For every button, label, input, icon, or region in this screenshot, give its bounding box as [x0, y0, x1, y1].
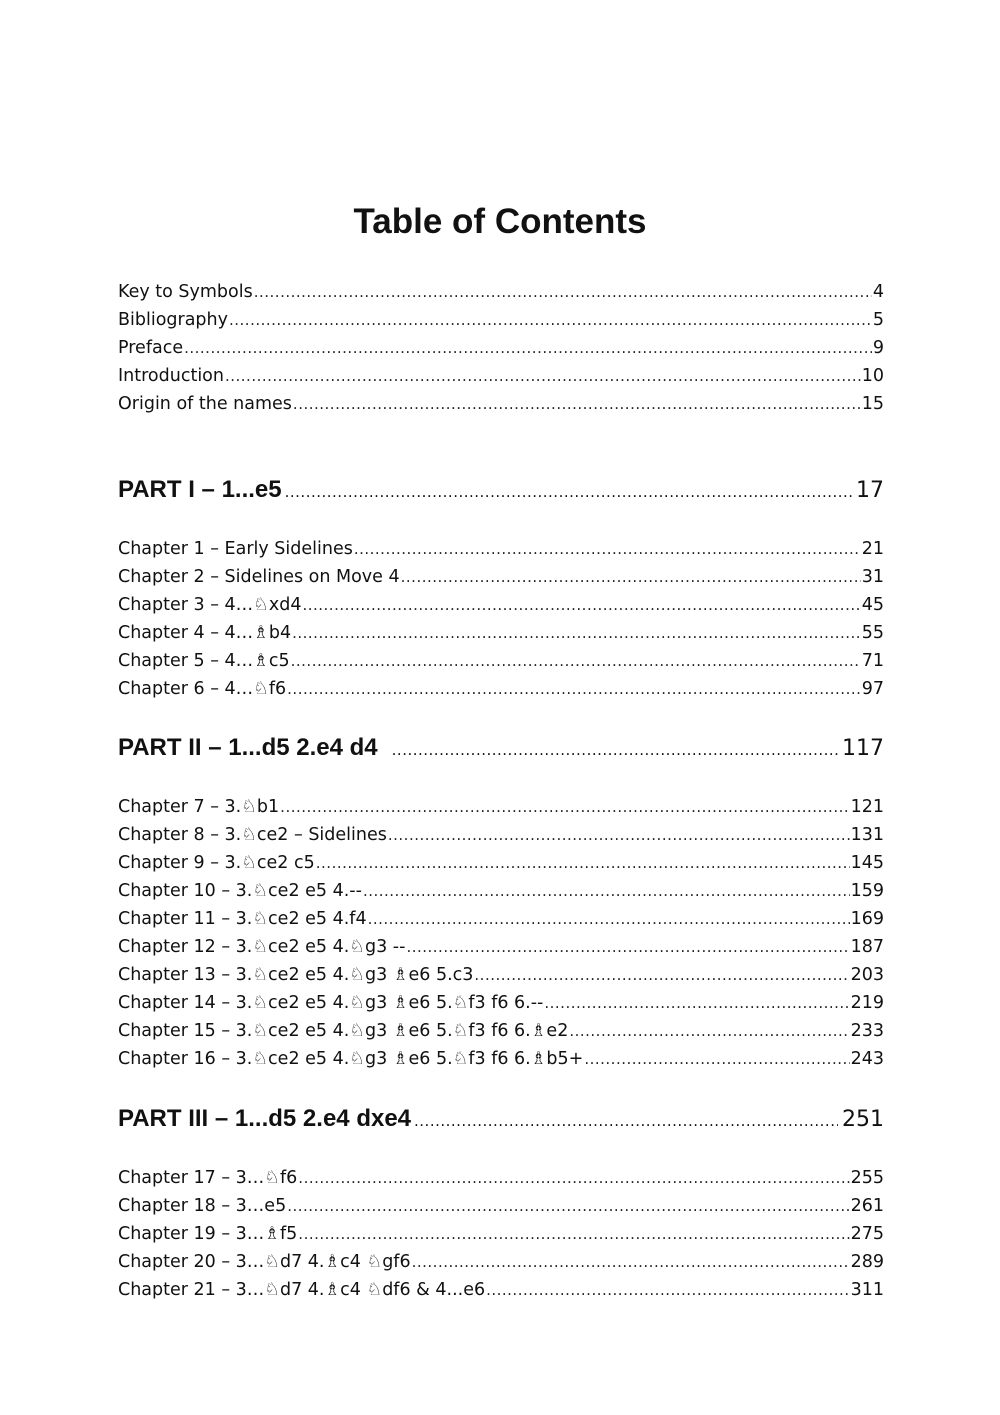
leader-dots: [280, 798, 849, 816]
toc-entry[interactable]: [118, 539, 884, 567]
toc-entry[interactable]: [118, 651, 884, 679]
entry-page: 219: [850, 993, 884, 1013]
part-1-chapters: [118, 539, 884, 707]
leader-dots: [584, 1050, 849, 1068]
toc-entry[interactable]: [118, 1168, 884, 1196]
entry-label: Chapter 4 – 4…♗b4: [118, 623, 292, 643]
front-matter-list: [118, 282, 884, 422]
entry-label: Chapter 7 – 3.♘b1: [118, 797, 280, 817]
part-3-chapters: [118, 1168, 884, 1308]
entry-page: 289: [850, 1252, 884, 1272]
entry-label: Chapter 14 – 3.♘ce2 e5 4.♘g3 ♗e6 5.♘f3 f6 6.--: [118, 993, 544, 1013]
entry-label: Chapter 17 – 3…♘f6: [118, 1168, 298, 1188]
entry-page: 159: [850, 881, 884, 901]
entry-page: 97: [861, 679, 884, 699]
leader-dots: [291, 652, 861, 670]
leader-dots: [287, 1197, 849, 1215]
leader-dots: [474, 966, 849, 984]
toc-entry[interactable]: [118, 1196, 884, 1224]
entry-label: Bibliography: [118, 310, 228, 330]
toc-entry[interactable]: [118, 394, 884, 422]
part-title: PART II – 1...d5 2.e4 d4: [118, 734, 378, 761]
part-title: PART III – 1...d5 2.e4 dxe4: [118, 1105, 412, 1132]
entry-label: Key to Symbols: [118, 282, 253, 302]
entry-label: Preface: [118, 338, 184, 358]
leader-dots: [285, 483, 852, 501]
part-page: 251: [842, 1107, 884, 1132]
toc-entry[interactable]: [118, 338, 884, 366]
toc-entry[interactable]: [118, 1252, 884, 1280]
leader-dots: [298, 1225, 849, 1243]
entry-label: Chapter 11 – 3.♘ce2 e5 4.f4: [118, 909, 367, 929]
entry-page: 203: [850, 965, 884, 985]
entry-page: 145: [850, 853, 884, 873]
leader-dots: [293, 395, 861, 413]
leader-dots: [316, 854, 850, 872]
leader-dots: [544, 994, 849, 1012]
leader-dots: [229, 311, 872, 329]
leader-dots: [254, 283, 872, 301]
entry-label: Chapter 21 – 3…♘d7 4.♗c4 ♘df6 & 4...e6: [118, 1280, 486, 1300]
toc-entry[interactable]: [118, 825, 884, 853]
toc-entry[interactable]: [118, 567, 884, 595]
toc-entry[interactable]: [118, 937, 884, 965]
entry-page: 31: [861, 567, 884, 587]
toc-entry[interactable]: [118, 965, 884, 993]
entry-page: 233: [850, 1021, 884, 1041]
entry-label: Chapter 16 – 3.♘ce2 e5 4.♘g3 ♗e6 5.♘f3 f6 6.♗b5+: [118, 1049, 584, 1069]
entry-page: 275: [850, 1224, 884, 1244]
toc-entry[interactable]: [118, 993, 884, 1021]
entry-label: Chapter 2 – Sidelines on Move 4: [118, 567, 400, 587]
leader-dots: [486, 1281, 850, 1299]
entry-page: 4: [872, 282, 884, 302]
entry-page: 169: [850, 909, 884, 929]
leader-dots: [406, 938, 849, 956]
leader-dots: [363, 882, 850, 900]
toc-entry[interactable]: [118, 595, 884, 623]
entry-page: 45: [861, 595, 884, 615]
entry-page: 55: [861, 623, 884, 643]
part-heading[interactable]: [118, 476, 884, 516]
toc-entry[interactable]: [118, 797, 884, 825]
entry-label: Chapter 18 – 3…e5: [118, 1196, 287, 1216]
leader-dots: [184, 339, 872, 357]
entry-label: Chapter 10 – 3.♘ce2 e5 4.--: [118, 881, 362, 901]
entry-page: 261: [850, 1196, 884, 1216]
part-page: 17: [856, 478, 884, 503]
entry-label: Origin of the names: [118, 394, 292, 414]
entry-label: Chapter 8 – 3.♘ce2 – Sidelines: [118, 825, 387, 845]
entry-label: Chapter 6 – 4…♘f6: [118, 679, 287, 699]
leader-dots: [392, 741, 838, 759]
leader-dots: [354, 540, 861, 558]
leader-dots: [225, 367, 861, 385]
toc-entry[interactable]: [118, 881, 884, 909]
part-2-chapters: [118, 797, 884, 1077]
entry-label: Introduction: [118, 366, 224, 386]
leader-dots: [292, 624, 861, 642]
entry-label: Chapter 12 – 3.♘ce2 e5 4.♘g3 --: [118, 937, 406, 957]
entry-label: Chapter 15 – 3.♘ce2 e5 4.♘g3 ♗e6 5.♘f3 f6 6.♗e2: [118, 1021, 569, 1041]
entry-page: 187: [850, 937, 884, 957]
leader-dots: [388, 826, 850, 844]
entry-page: 10: [861, 366, 884, 386]
part-heading[interactable]: [118, 1105, 884, 1145]
entry-label: Chapter 1 – Early Sidelines: [118, 539, 353, 559]
leader-dots: [569, 1022, 849, 1040]
toc-entry[interactable]: [118, 909, 884, 937]
entry-label: Chapter 5 – 4…♗c5: [118, 651, 290, 671]
entry-label: Chapter 20 – 3…♘d7 4.♗c4 ♘gf6: [118, 1252, 411, 1272]
toc-entry[interactable]: [118, 1224, 884, 1252]
entry-page: 21: [861, 539, 884, 559]
entry-page: 243: [850, 1049, 884, 1069]
toc-entry[interactable]: [118, 366, 884, 394]
toc-entry[interactable]: [118, 1280, 884, 1308]
entry-page: 255: [850, 1168, 884, 1188]
leader-dots: [414, 1112, 838, 1130]
leader-dots: [287, 680, 861, 698]
part-heading[interactable]: [118, 734, 884, 774]
toc-entry[interactable]: [118, 853, 884, 881]
entry-page: 311: [850, 1280, 884, 1300]
toc-entry[interactable]: [118, 282, 884, 310]
toc-entry[interactable]: [118, 1049, 884, 1077]
leader-dots: [368, 910, 850, 928]
toc-entry[interactable]: [118, 679, 884, 707]
part-title: PART I – 1...e5: [118, 476, 282, 503]
part-2: [118, 734, 884, 774]
toc-entry[interactable]: [118, 310, 884, 338]
toc-entry[interactable]: [118, 1021, 884, 1049]
entry-page: 121: [850, 797, 884, 817]
page-title: Table of Contents: [353, 202, 647, 241]
entry-label: Chapter 9 – 3.♘ce2 c5: [118, 853, 315, 873]
leader-dots: [298, 1169, 849, 1187]
entry-label: Chapter 3 – 4…♘xd4: [118, 595, 302, 615]
entry-page: 5: [872, 310, 884, 330]
entry-label: Chapter 13 – 3.♘ce2 e5 4.♘g3 ♗e6 5.c3: [118, 965, 474, 985]
part-1: [118, 476, 884, 516]
leader-dots: [302, 596, 860, 614]
entry-page: 9: [872, 338, 884, 358]
part-page: 117: [842, 736, 884, 761]
leader-dots: [412, 1253, 850, 1271]
leader-dots: [401, 568, 861, 586]
entry-label: Chapter 19 – 3…♗f5: [118, 1224, 298, 1244]
toc-entry[interactable]: [118, 623, 884, 651]
entry-page: 71: [861, 651, 884, 671]
entry-page: 131: [850, 825, 884, 845]
part-3: [118, 1105, 884, 1145]
entry-page: 15: [861, 394, 884, 414]
